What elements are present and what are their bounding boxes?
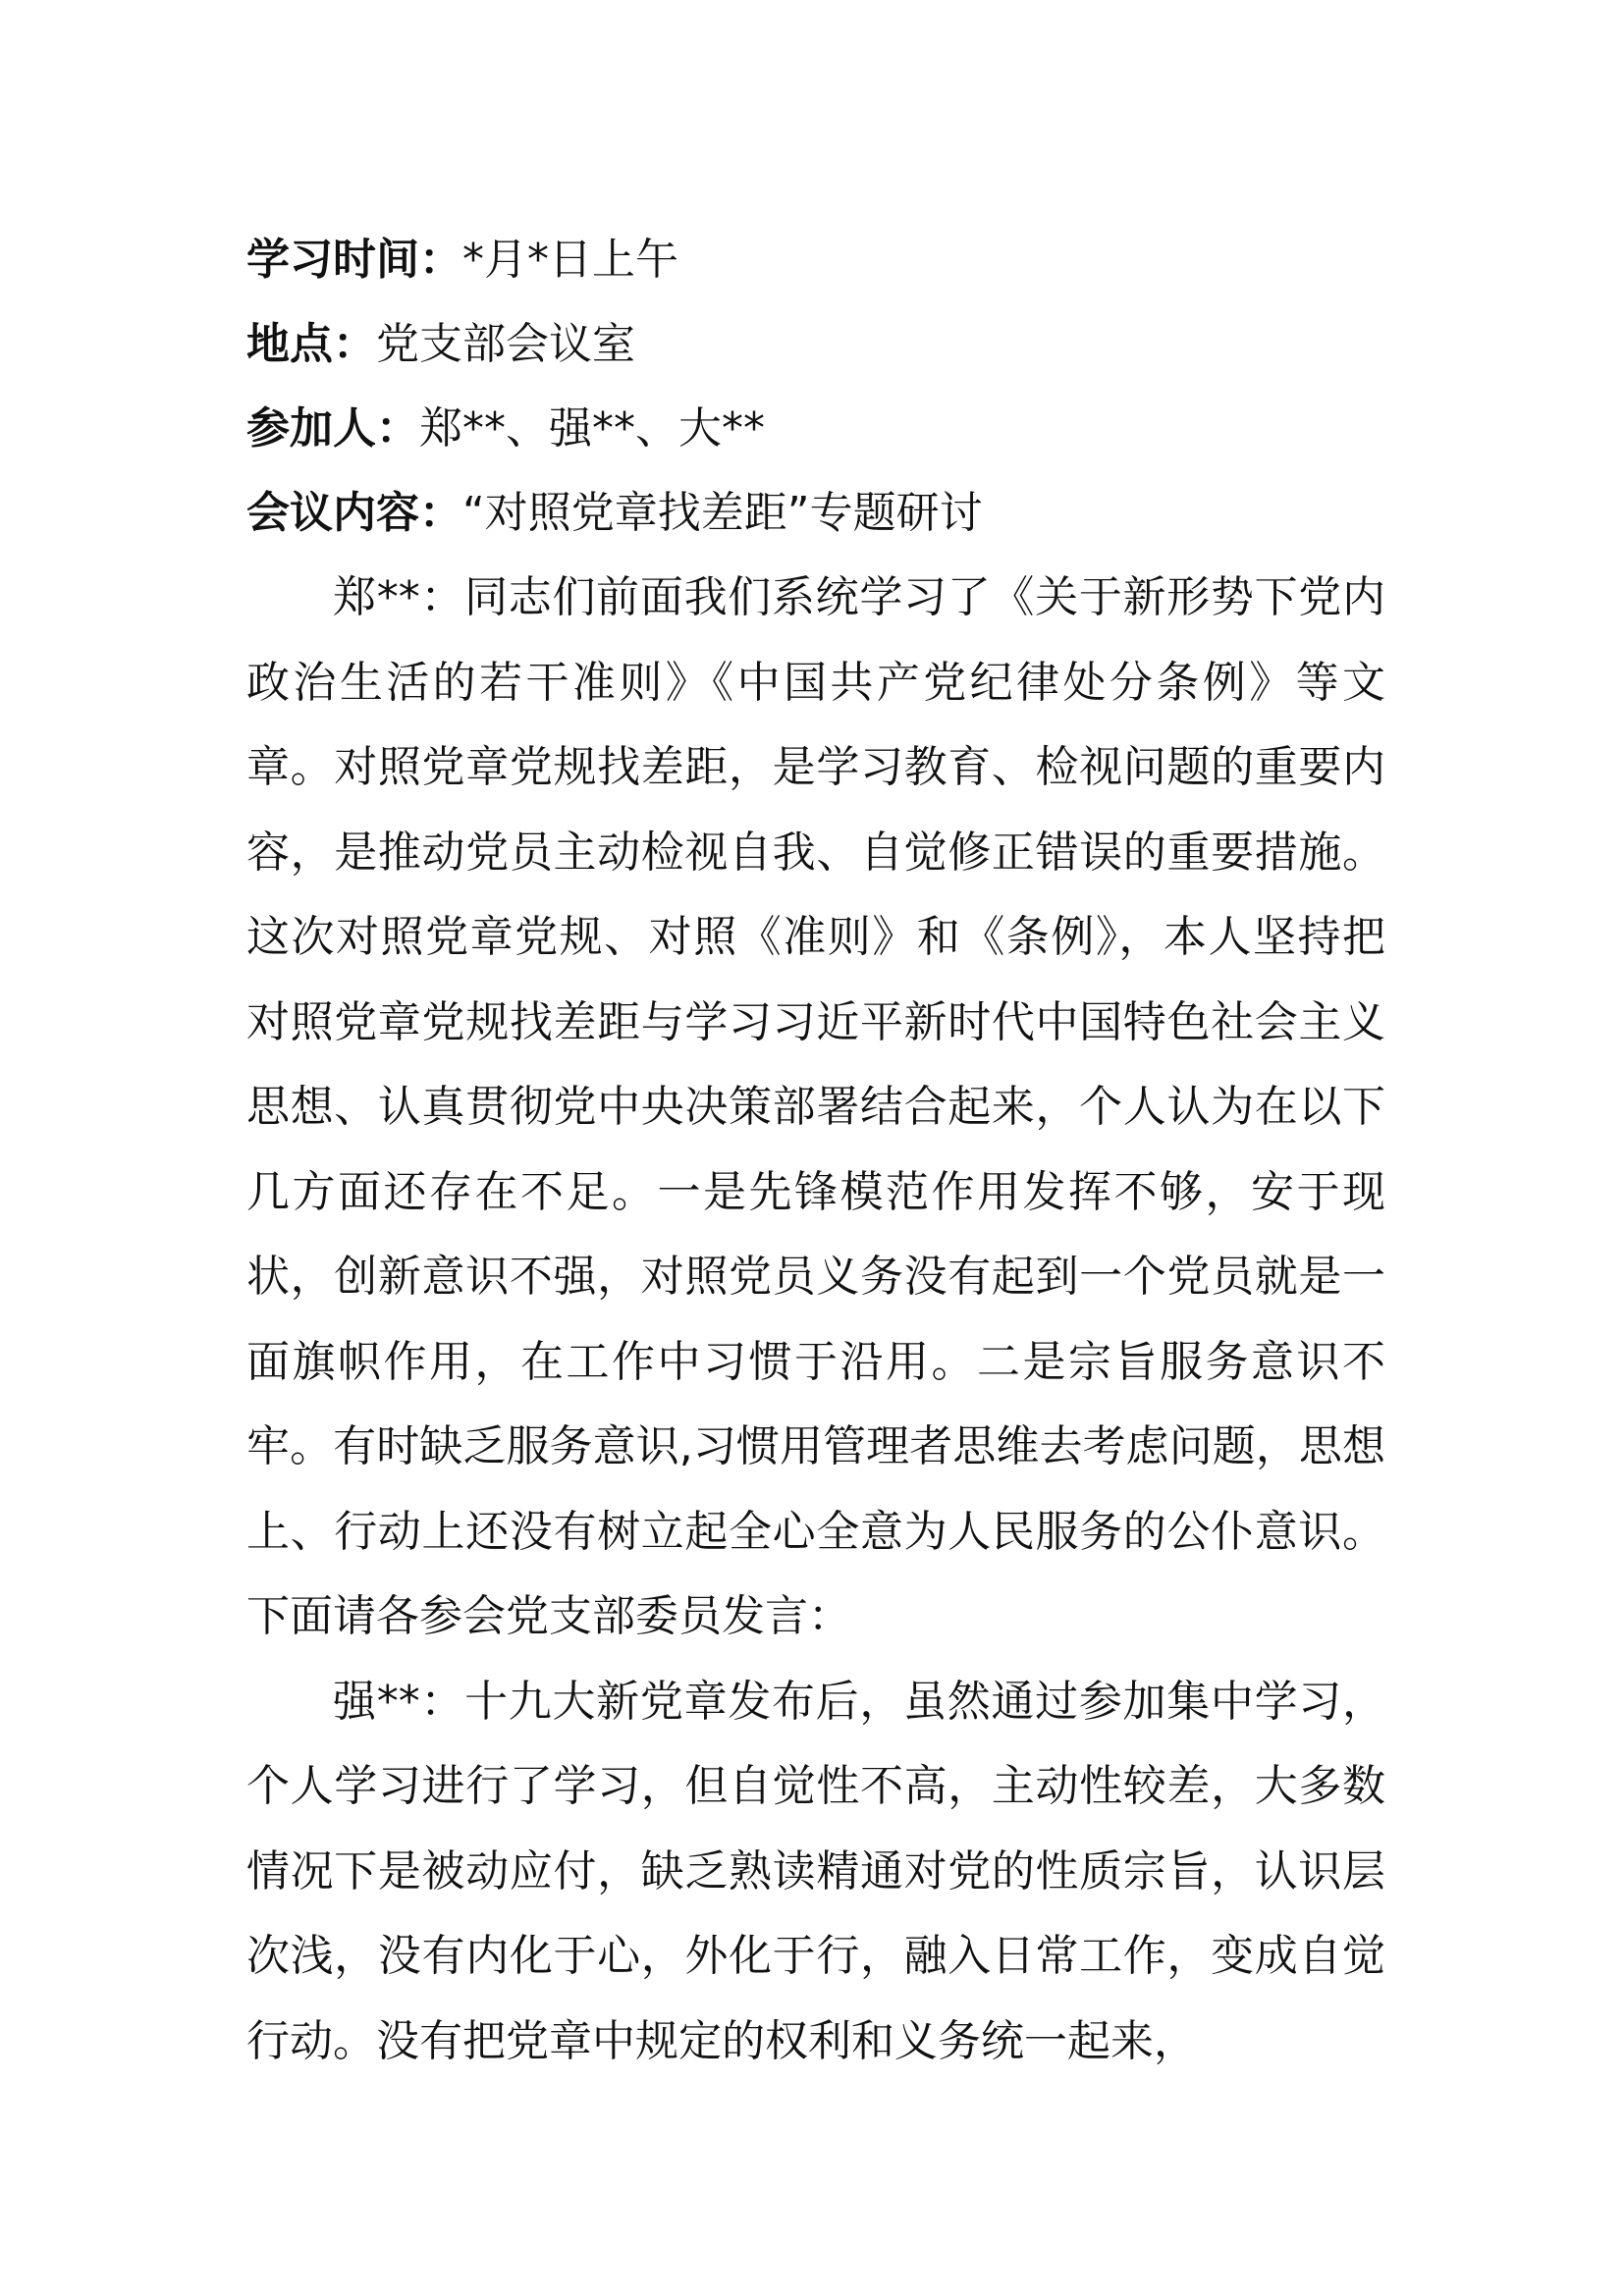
- location-value: 党支部会议室: [376, 319, 635, 369]
- study-time-line: [246, 218, 1385, 302]
- meeting-content-line: [246, 471, 1385, 556]
- study-time-value: *月*日上午: [462, 235, 678, 285]
- attendees-label: 参加人：: [246, 403, 419, 454]
- speech-paragraph-zheng: 郑**：同志们前面我们系统学习了《关于新形势下党内政治生活的若干准则》《中国共产党纪律处分条例》等文章。对照党章党规找差距，是学习教育、检视问题的重要内容，是推动党员主动检视自我、自觉修正错误的重要措施。这次对照党章党规、对照《准则》和《条例》，本人坚持把对照党章党规找差距与学习习近平新时代中国特色社会主义思想、认真贯彻党中央决策部署结合起来，个人认为在以下几方面还存在不足。一是先锋模范作用发挥不够，安于现状，创新意识不强，对照党员义务没有起到一个党员就是一面旗帜作用，在工作中习惯于沿用。二是宗旨服务意识不牢。有时缺乏服务意识,习惯用管理者思维去考虑问题，思想上、行动上还没有树立起全心全意为人民服务的公仆意识。下面请各参会党支部委员发言：: [246, 572, 1385, 1641]
- speech-paragraph-qiang: 强**：十九大新党章发布后，虽然通过参加集中学习，个人学习进行了学习，但自觉性不高，主动性较差，大多数情况下是被动应付，缺乏熟读精通对党的性质宗旨，认识层次浅，没有内化于心，外化于行，融入日常工作，变成自觉行动。没有把党章中规定的权利和义务统一起来，: [246, 1676, 1385, 2066]
- location-line: [246, 302, 1385, 387]
- meeting-content-label: 会议内容：: [246, 488, 462, 538]
- study-time-label: 学习时间：: [246, 235, 462, 285]
- attendees-line: [246, 387, 1385, 471]
- attendees-value: 郑**、强**、大**: [419, 403, 765, 454]
- meeting-content-value: “对照党章找差距”专题研讨: [462, 488, 983, 538]
- document-body: [246, 218, 1385, 2084]
- location-label: 地点：: [246, 319, 376, 369]
